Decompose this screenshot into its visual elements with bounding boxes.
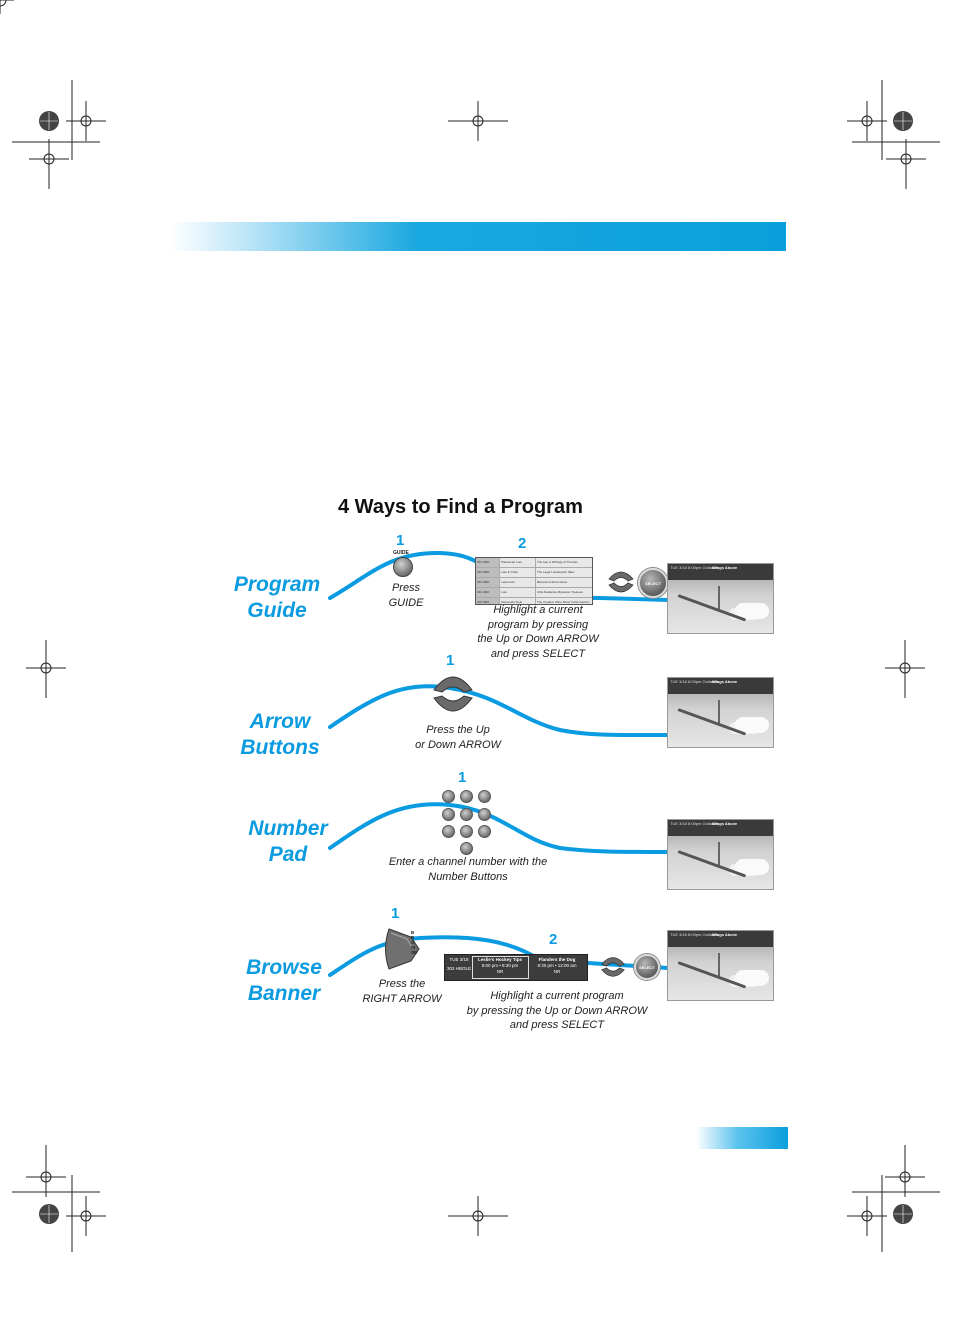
method-label-line1: Arrow bbox=[249, 710, 311, 733]
glider-image bbox=[718, 842, 720, 866]
step-number: 1 bbox=[396, 532, 405, 549]
number-key-icon bbox=[442, 808, 455, 821]
tv-screen bbox=[667, 677, 774, 748]
tv-banner-left-text: TUE 3/18 8:00pm Outlands bbox=[670, 565, 719, 570]
caption-line: GUIDE bbox=[388, 596, 424, 609]
grid-cell: 303 HBO bbox=[476, 578, 499, 587]
number-key-icon bbox=[460, 825, 473, 838]
number-key-icon bbox=[478, 808, 491, 821]
grid-cell: 304 HBO bbox=[476, 588, 499, 597]
grid-cell: Ultra Radiance Mysteries Treasure bbox=[535, 588, 592, 597]
grid-row bbox=[476, 588, 592, 598]
browse-current-title: Leslie's Hockey Tips bbox=[477, 957, 522, 962]
caption-line: and press SELECT bbox=[509, 1019, 605, 1031]
tv-screen bbox=[667, 930, 774, 1001]
tv-banner-left-text: TUE 3/18 8:00pm Outlands bbox=[670, 679, 719, 684]
caption-line: Number Buttons bbox=[428, 870, 508, 883]
page-title: 4 Ways to Find a Program bbox=[338, 496, 583, 518]
caption-line: and press SELECT bbox=[490, 647, 586, 660]
method-label-arrow-buttons bbox=[225, 709, 335, 761]
step-number: 2 bbox=[518, 535, 527, 552]
grid-cell: Law & Order bbox=[499, 568, 535, 577]
up-down-arrow-icon bbox=[432, 670, 474, 718]
number-key-icon bbox=[460, 842, 473, 855]
caption-highlight-browse bbox=[447, 989, 667, 1033]
method-label-line1: Number bbox=[248, 817, 328, 840]
caption-enter-number bbox=[368, 855, 568, 884]
method-label-line2: Banner bbox=[247, 982, 321, 1005]
grid-cell: 305 HBO bbox=[476, 598, 499, 605]
step-number: 1 bbox=[391, 905, 400, 922]
grid-cell: Lots bbox=[499, 588, 535, 597]
caption-line: Highlight a current bbox=[493, 604, 583, 616]
step-number: 2 bbox=[549, 931, 558, 948]
browse-next-title: Flanders the Dog bbox=[538, 957, 576, 962]
caption-line: Press bbox=[391, 582, 421, 594]
method-label-line2: Guide bbox=[247, 599, 307, 622]
glider-image bbox=[718, 586, 720, 610]
glider-image bbox=[718, 953, 720, 977]
browse-banner-strip bbox=[444, 954, 588, 981]
caption-line: Press the bbox=[378, 978, 426, 990]
tv-screen bbox=[667, 819, 774, 890]
tv-banner-title: Wings Above bbox=[712, 565, 738, 570]
number-key-icon bbox=[442, 790, 455, 803]
method-label-line1: Browse bbox=[246, 956, 322, 979]
select-button-icon: SELECT bbox=[634, 954, 660, 980]
browse-channel: 303 HBOLE bbox=[447, 966, 472, 971]
grid-cell: The Creative Wine Show Turtle Garden bbox=[535, 598, 592, 605]
number-key-icon bbox=[478, 825, 491, 838]
program-guide-grid bbox=[475, 557, 593, 605]
browse-next-time: 8:30 pm • 12:00 am bbox=[537, 963, 577, 968]
caption-line: Press the Up bbox=[426, 724, 490, 736]
method-label-line1: Program bbox=[233, 573, 321, 596]
flow-curve-number-pad bbox=[330, 804, 668, 852]
grid-row bbox=[476, 558, 592, 568]
caption-line: program by pressing bbox=[487, 618, 589, 631]
caption-line: Highlight a current program bbox=[490, 990, 624, 1002]
caption-press-right-arrow bbox=[352, 977, 452, 1006]
tv-banner-title: Wings Above bbox=[712, 679, 738, 684]
step-number: 1 bbox=[458, 769, 467, 786]
browse-day: TUE 3/18 bbox=[449, 957, 469, 962]
select-button-icon: SELECT bbox=[638, 568, 668, 598]
grid-cell: Plainsman Lore bbox=[499, 558, 535, 567]
number-key-icon bbox=[460, 808, 473, 821]
caption-press-arrow bbox=[398, 723, 518, 752]
caption-line: the Up or Down ARROW bbox=[477, 633, 599, 645]
grid-row bbox=[476, 568, 592, 578]
method-label-line2: Buttons bbox=[240, 736, 320, 759]
number-key-icon bbox=[442, 825, 455, 838]
number-key-icon bbox=[478, 790, 491, 803]
grid-cell: The Legal Lumberjack Tales bbox=[535, 568, 592, 577]
glider-image bbox=[718, 700, 720, 724]
caption-line: by pressing the Up or Down ARROW bbox=[466, 1004, 648, 1017]
caption-highlight-guide bbox=[458, 603, 618, 661]
tv-screen bbox=[667, 563, 774, 634]
caption-line: Enter a channel number with the bbox=[388, 856, 548, 868]
grid-cell: Lederman bbox=[499, 578, 535, 587]
tv-banner-left-text: TUE 3/18 8:00pm Outlands bbox=[670, 821, 719, 826]
grid-cell: The Ape & Writings of Thomas bbox=[535, 558, 592, 567]
method-label-number-pad bbox=[233, 816, 343, 868]
browse-current-time: 8:00 pm • 8:30 pm bbox=[481, 963, 519, 968]
grid-cell: 302 HBO bbox=[476, 568, 499, 577]
tv-banner-title: Wings Above bbox=[712, 821, 738, 826]
grid-row bbox=[476, 578, 592, 588]
browse-next-rating: NR bbox=[553, 969, 561, 974]
step-number: 1 bbox=[446, 652, 455, 669]
browse-current-rating: NR bbox=[496, 969, 504, 974]
caption-line: RIGHT ARROW bbox=[362, 992, 442, 1005]
method-label-browse-banner bbox=[229, 955, 339, 1007]
tv-banner-title: Wings Above bbox=[712, 932, 738, 937]
tv-banner-left-text: TUE 3/18 8:00pm Outlands bbox=[670, 932, 719, 937]
up-down-arrow-icon bbox=[606, 567, 636, 597]
method-label-line2: Pad bbox=[268, 843, 308, 866]
caption-line: or Down ARROW bbox=[415, 738, 501, 751]
number-key-icon bbox=[460, 790, 473, 803]
grid-cell: Diamonds Style bbox=[499, 598, 535, 605]
caption-press-guide bbox=[366, 581, 446, 610]
grid-cell: Barcelona Stunt Game bbox=[535, 578, 592, 587]
up-down-arrow-icon bbox=[599, 953, 627, 981]
grid-cell: 301 HBO bbox=[476, 558, 499, 567]
guide-button-label: GUIDE bbox=[393, 550, 409, 556]
number-pad-icon bbox=[440, 790, 492, 856]
guide-button-icon bbox=[393, 557, 413, 577]
browse-button-label: BROWSE bbox=[411, 930, 418, 955]
method-label-program-guide bbox=[222, 572, 332, 624]
